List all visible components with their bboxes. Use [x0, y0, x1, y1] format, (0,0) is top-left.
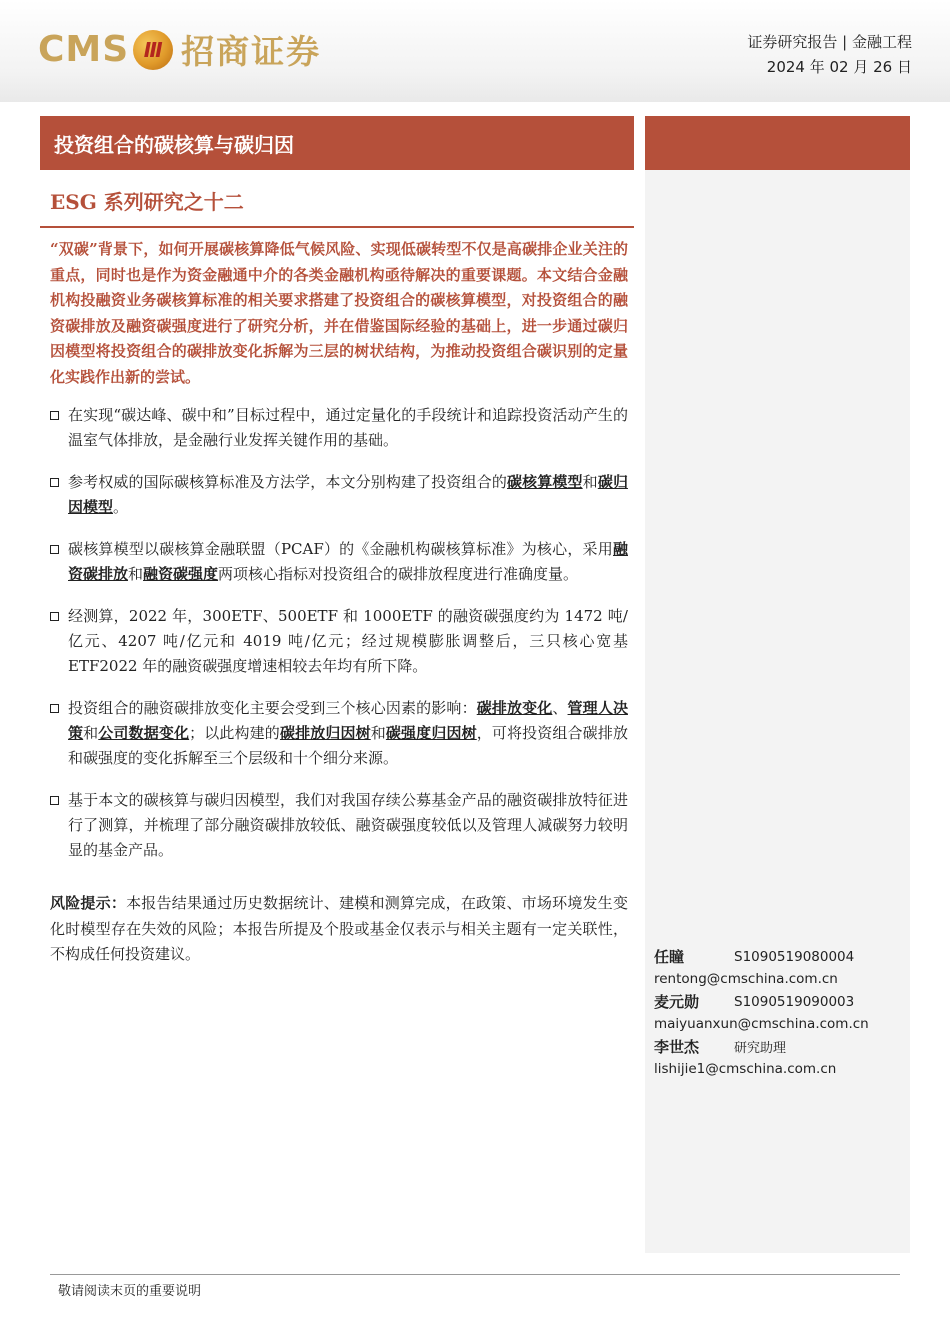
report-title-bar	[40, 116, 634, 170]
bullet-item	[50, 403, 628, 453]
footer-divider	[50, 1274, 900, 1275]
bullet-keyword: 碳核算模型	[506, 473, 583, 491]
report-type: 证券研究报告 | 金融工程	[747, 33, 912, 51]
bullet-text: 碳核算模型以碳核算金融联盟（PCAF）的《金融机构碳核算标准》为核心，采用	[68, 540, 613, 558]
report-title: 投资组合的碳核算与碳归因	[54, 132, 294, 157]
bullet-keyword: 融资碳排放	[68, 540, 628, 583]
analyst-row	[654, 990, 904, 1013]
risk-warning	[50, 891, 628, 968]
bullet-item	[50, 604, 628, 679]
checkbox-bullet-icon	[50, 796, 59, 805]
bullet-text: 和	[83, 724, 99, 742]
bullet-text: 经测算，2022 年，300ETF、500ETF 和 1000ETF 的融资碳强度约为 1472 吨/亿元、4207 吨/亿元和 4019 吨/亿元；经过规模膨胀调整后，三只核心宽基 ETF2022 年的融资碳强度增速相较去年均有所下降。	[68, 607, 628, 675]
footer-disclaimer: 敬请阅读末页的重要说明	[58, 1284, 202, 1299]
risk-label: 风险提示：	[50, 894, 127, 912]
risk-text: 本报告结果通过历史数据统计、建模和测算完成，在政策、市场环境发生变化时模型存在失效的风险；本报告所提及个股或基金仅表示与相关主题有一定关联性，不构成任何投资建议。	[50, 894, 628, 963]
bullet-text: 两项核心指标对投资组合的碳排放程度进行准确度量。	[218, 565, 579, 583]
bullet-text: 和	[582, 473, 598, 491]
logo-cms-text: CMS	[38, 29, 130, 70]
bullet-text: 和	[128, 565, 144, 583]
bullet-keyword: 碳强度归因树	[385, 724, 477, 742]
analyst-row	[654, 1035, 904, 1058]
bullet-text: 投资组合的融资碳排放变化主要会受到三个核心因素的影响：	[68, 699, 477, 717]
checkbox-bullet-icon	[50, 411, 59, 420]
bullet-item	[50, 470, 628, 520]
report-date: 2024 年 02 月 26 日	[766, 58, 912, 76]
key-points-list	[50, 403, 628, 880]
bullet-keyword: 管理人决策	[68, 699, 628, 742]
bullet-keyword: 融资碳强度	[143, 565, 219, 583]
checkbox-bullet-icon	[50, 545, 59, 554]
analyst-list	[654, 945, 904, 1080]
analyst-email[interactable]: maiyuanxun@cmschina.com.cn	[654, 1016, 869, 1032]
analyst-certificate: 研究助理	[734, 1041, 787, 1056]
bullet-text: 参考权威的国际碳核算标准及方法学，本文分别构建了投资组合的	[68, 473, 507, 491]
report-subtitle: ESG 系列研究之十二	[50, 190, 244, 214]
checkbox-bullet-icon	[50, 612, 59, 621]
checkbox-bullet-icon	[50, 478, 59, 487]
bullet-keyword: 碳排放变化	[476, 699, 553, 717]
checkbox-bullet-icon	[50, 704, 59, 713]
bullet-text: 和	[370, 724, 386, 742]
bullet-keyword: 碳排放归因树	[279, 724, 371, 742]
bullet-item	[50, 696, 628, 771]
bullet-text: 在实现“碳达峰、碳中和”目标过程中，通过定量化的手段统计和追踪投资活动产生的温室气体排放，是金融行业发挥关键作用的基础。	[68, 406, 628, 449]
analyst-name: 麦元勋	[654, 993, 700, 1011]
bullet-text: ，可将投资组合碳排放和碳强度的变化拆解至三个层级和十个细分来源。	[68, 724, 628, 767]
analyst-name: 李世杰	[654, 1038, 700, 1056]
sidebar-panel	[645, 170, 910, 1253]
header-meta	[747, 30, 912, 80]
analyst-certificate: S1090519090003	[734, 993, 855, 1010]
bullet-text: 基于本文的碳核算与碳归因模型，我们对我国存续公募基金产品的融资碳排放特征进行了测算，并梳理了部分融资碳排放较低、融资碳强度较低以及管理人减碳努力较明显的基金产品。	[68, 791, 628, 859]
bullet-keyword: 公司数据变化	[98, 724, 190, 742]
company-logo	[38, 26, 321, 73]
analyst-row	[654, 945, 904, 968]
analyst-email[interactable]: rentong@cmschina.com.cn	[654, 971, 838, 987]
bullet-text: 。	[113, 498, 129, 516]
bullet-item	[50, 788, 628, 863]
analyst-name: 任瞳	[654, 948, 685, 966]
bullet-item	[50, 537, 628, 587]
bullet-keyword: 碳归因模型	[68, 473, 628, 516]
sidebar-header-bar	[645, 116, 910, 170]
analyst-email[interactable]: lishijie1@cmschina.com.cn	[654, 1061, 837, 1077]
logo-emblem-icon: Ⅲ	[133, 30, 173, 70]
bullet-text: ；以此构建的	[189, 724, 280, 742]
analyst-certificate: S1090519080004	[734, 948, 855, 965]
abstract-paragraph: “双碳”背景下，如何开展碳核算降低气候风险、实现低碳转型不仅是高碳排企业关注的重点，同时也是作为资金融通中介的各类金融机构亟待解决的重要课题。本文结合金融机构投融资业务碳核算标准的相关要求搭建了投资组合的碳核算模型，对投资组合的融资碳排放及融资碳强度进行了研究分析，并在借鉴国际经验的基础上，进一步通过碳归因模型将投资组合的碳排放变化拆解为三层的树状结构，为推动投资组合碳识别的定量化实践作出新的尝试。	[50, 240, 628, 386]
bullet-text: 、	[552, 699, 568, 717]
subtitle-divider	[40, 226, 634, 228]
logo-chinese-text: 招商证券	[181, 32, 322, 71]
